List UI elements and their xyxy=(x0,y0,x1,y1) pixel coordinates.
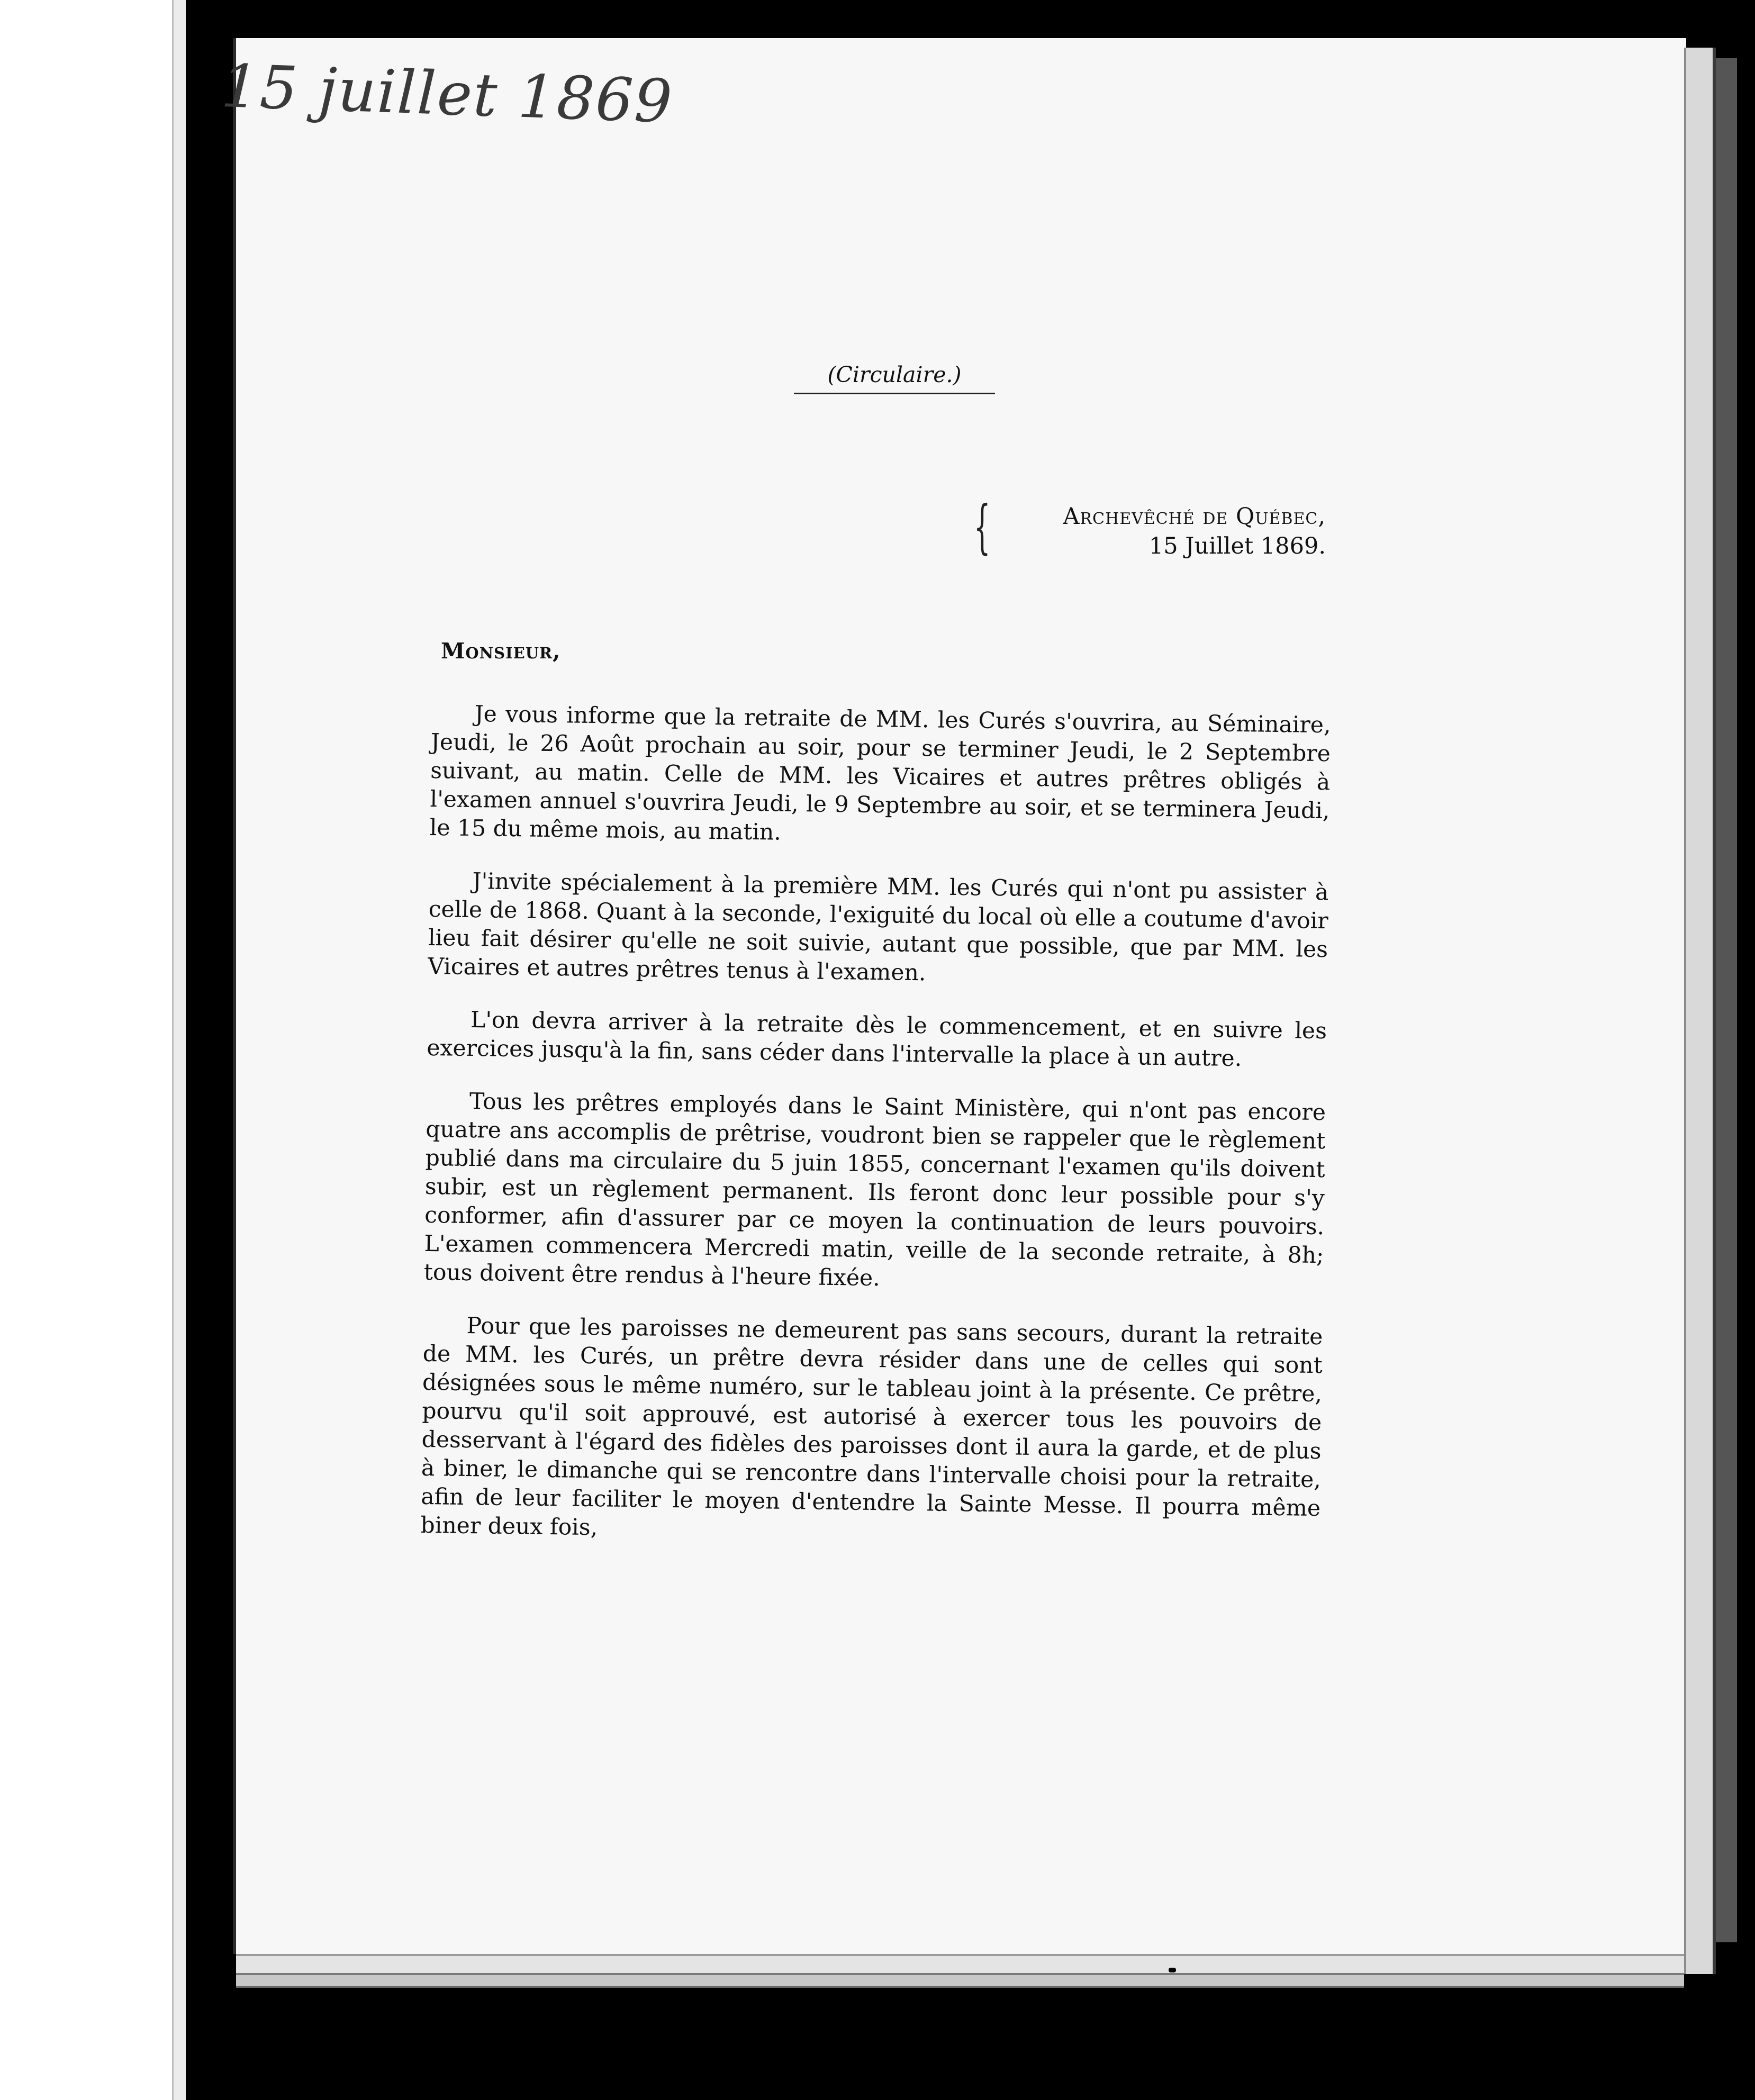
bottom-ink-dot xyxy=(1169,1968,1176,1972)
page-edge-right-shadow xyxy=(1716,58,1737,1942)
page-edge-right xyxy=(1684,48,1716,1974)
paragraph-invitation: J'invite spécialement à la première MM. les Curés qui n'ont pu assister à celle de 1868. Quant à la seconde, l'exiguité du local où elle a coutume d'avoir lieu fait désirer qu'elle ne soit suivie, autant que possible, que par MM. les Vicaires et autres prêtres tenus à l'examen. xyxy=(428,868,1329,986)
letter-body xyxy=(420,700,1331,1576)
paragraph-attendance: L'on devra arriver à la retraite dès le commencement, et en suivre les exercices jusqu'à la fin, sans céder dans l'intervalle la place à un autre. xyxy=(427,1007,1327,1072)
page-edge-bottom-shadow xyxy=(236,1975,1684,1988)
circular-title: (Circulaire.) xyxy=(794,362,995,394)
left-strip-edge xyxy=(172,0,186,2100)
salutation: Monsieur, xyxy=(441,638,561,664)
brace-icon: { xyxy=(974,493,991,560)
address-block xyxy=(1008,502,1326,561)
paragraph-retreat-dates: Je vous informe que la retraite de MM. les Curés s'ouvrira, au Séminaire, Jeudi, le 26 Août prochain au soir, pour se terminer Jeudi, le 2 Septembre suivant, au matin. Celle de MM. les Vicaires et autres prêtres obligés à l'examen annuel s'ouvrira Jeudi, le 9 Septembre au soir, et se terminera Jeudi, le 15 du même mois, au matin. xyxy=(429,701,1331,846)
page-edge-bottom xyxy=(236,1954,1684,1975)
left-blank-strip xyxy=(0,0,172,2100)
paragraph-parish-coverage: Pour que les paroisses ne demeurent pas sans secours, durant la retraite de MM. les Curés, un prêtre devra résider dans une de celles qui sont désignées sous le même numéro, sur le tableau joint à la présente. Ce prêtre, pourvu qu'il soit approuvé, est autorisé à exercer tous les pouvoirs de desservant à l'égard des fidèles des paroisses dont il aura la garde, et de plus à biner, le dimanche qui se rencontre dans l'intervalle choisi pour la retraite, afin de leur faciliter le moyen d'entendre la Sainte Messe. Il pourra même biner deux fois, xyxy=(420,1312,1323,1541)
address-date: 15 Juillet 1869. xyxy=(1148,533,1326,559)
paragraph-examination: Tous les prêtres employés dans le Saint Ministère, qui n'ont pas encore quatre ans accomplis de prêtrise, voudront bien se rappeler que le règlement publié dans ma circulaire du 5 juin 1855, concernant l'examen qu'ils doivent subir, est un règlement permanent. Ils feront donc leur possible pour s'y conformer, afin d'assurer par ce moyen la continuation de leurs pouvoirs. L'examen commencera Mercredi matin, veille de la seconde retraite, à 8h; tous doivent être rendus à l'heure fixée. xyxy=(423,1089,1326,1292)
address-location: Archevêché de Québec, xyxy=(1063,503,1326,530)
handwritten-date-note: 15 juillet 1869 xyxy=(220,52,674,137)
